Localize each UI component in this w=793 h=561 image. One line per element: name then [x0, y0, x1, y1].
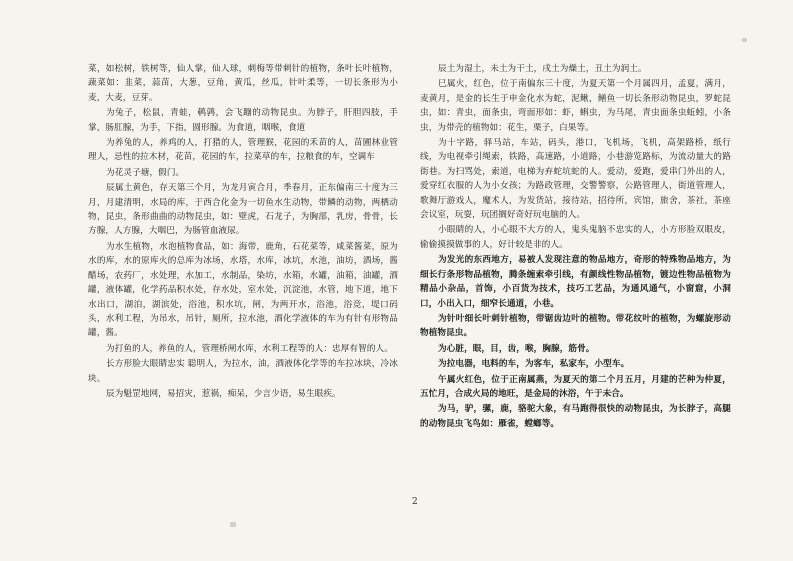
- paragraph: 为十字路，驿马站，车站，码头，港口，飞机场，飞机，高架路桥，纸行线，为电视牵引绳索，铁路，高速路，小道路，小巷游览路标，为流动量大的路街巷。为扫骂处，索道，电梯为弃蛇坑蛇的人。爱动，爱跑，爱串门外出的人，爱穿红衣服的人为小女孩；为路政管理，交警警察，公路管理人，街道管理人，歌舞厅游戏人，魔术人，为发货站，接待站，招待所，宾馆，旅舍，茶社，茶座会议室，玩耍，玩团搁好奇好玩电脑的人。: [420, 138, 731, 221]
- page-number: 2: [412, 497, 418, 507]
- paragraph: 为针叶细长叶刺针植物，带锯齿边叶的植物。带花纹叶的植物，为螺旋形动物植物昆虫。: [420, 313, 731, 339]
- paragraph: 菜，如松树，铁树等，仙人掌，仙人球，刺梅等带刺针的植物，条叶长叶植物，蔬菜如：韭菜，蒜苗，大葱，豆角，黄瓜，丝瓜，针叶柔等，一切长条形为小麦，大麦，豆芽。: [88, 64, 398, 103]
- scan-speck: [230, 522, 236, 527]
- paragraph: 为养兔的人，养鸡的人，打猎的人，管理猴，花园的禾苗的人，苗圃林业管理人，忌性的拉木材，花苗，花园的车，拉菜草的车，拉粮食的车，空调车: [88, 138, 398, 163]
- paragraph: 辰为魁罡地网，易招灾，惹祸，痴呆，少言少语，易生眼疾。: [106, 388, 341, 399]
- paragraph: 长方形脸大眼睛忠实 聪明人，为拉水，油，酒液体化学等的车拉冰块，冷冰块。: [88, 359, 398, 384]
- left-column: [88, 62, 398, 402]
- paragraph: 为水生植物，水泡植物食品，如：海带，鹿角，石花菜等，咸菜酱菜，原为水的库，水的原库火的总库为冰场，水塔，水库，冰坑，水池，油坊，酒场，酱醋场，农药厂，水处理，水加工，水制品，染坊，水箱，水罐，油箱，油罐，酒罐，液体罐，化学药品积水处，存水处，室水处，沉淀池，水管，地下道，地下水出口，湖泊，湖滨处，浴池，积水坑，闸，为两开水，浴池，浴竞，堤口码头，水利工程，为吊水，吊针，厕所，拉水池，酒化学液体的车为有针有形物品罐，酱。: [88, 241, 398, 339]
- paragraph: 辰属土黄色，存天第三个月，为龙月寅合月，季春月，正东偏南三十度为三月，月建清明，水局的库，于西合化金为一切鱼水生动物，带鳞的动物，两栖动物，昆虫，条形曲曲的动物昆虫，如：壁虎，石龙子，为胸部，乳房，骨骨，长方腺，人方腺，大咽巴，为肠管血液尿。: [88, 183, 398, 237]
- paragraph: 为马，驴，骡，鹿，骆驼大象，有马跑得很快的动物昆虫，为长脖子，高腿的动物昆虫飞鸟如：雁雀，螳螂等。: [420, 404, 731, 429]
- paragraph: 为花灵子塘，假门。: [106, 167, 185, 178]
- paragraph: 午属火红色，位于正南属燕，为夏天的第二个月五月，月建的芒种为仲夏，五忙月，合成火局的地旺，是金局的沐浴，午于未合。: [420, 374, 731, 399]
- paragraph: 为发光的东西地方，易被人发现注意的物品地方，奇形的特殊物品地方，为细长行条形物品植物，腾条缠索牵引线，有颜线性物品植物，镀边性物品植物为精品小杂品，首饰，小百货为技术，技巧工艺品，为通风通气，小窗窟，小洞口，小出入口，细窄长通道，小巷。: [420, 255, 731, 309]
- scan-speck: [742, 38, 747, 42]
- paragraph: 为心脏，眼，目，齿，喉，胸腺，筋骨。: [438, 343, 595, 354]
- paragraph: 为打鱼的人，养鱼的人，管理桥闸水库，水利工程等的人：忠厚有智的人。: [106, 343, 393, 354]
- paragraph: 为兔子，松鼠，青蛙，鹌鹑，会飞蹦的动物昆虫。为脖子，肝胆四肢，手掌，肠肛腺，为手，下指，圆形腺。为食道，咽喉，食道: [88, 108, 398, 133]
- paragraph: 为拉电器，电料的车，为客车，私家车，小型车。: [438, 359, 630, 370]
- paragraph: 巳属火，红色，位于南偏东三十度，为夏天第一个月属四月，孟夏，满月，麦黄月，是金的长生于申金化水为蛇，泥鳅，鳝鱼一切长条形动物昆虫，罗蛇昆虫，如：青虫，面条虫，弯面形如：虾，蝌虫，为马尾，青虫面条虫蚯蚓，小条虫，为带壳的植物如：花生，栗子，白果等。: [420, 79, 731, 133]
- paragraph: 辰土为湿土，未土为干土，戌土为燥土，丑土为润土。: [438, 64, 647, 74]
- right-column: [420, 62, 731, 432]
- paragraph: 小眼睛的人，小心眼不大方的人，鬼头鬼脑不忠实的人，小方形脸双眼皮，偷偷摸摸做事的人，好计较是非的人。: [420, 225, 731, 250]
